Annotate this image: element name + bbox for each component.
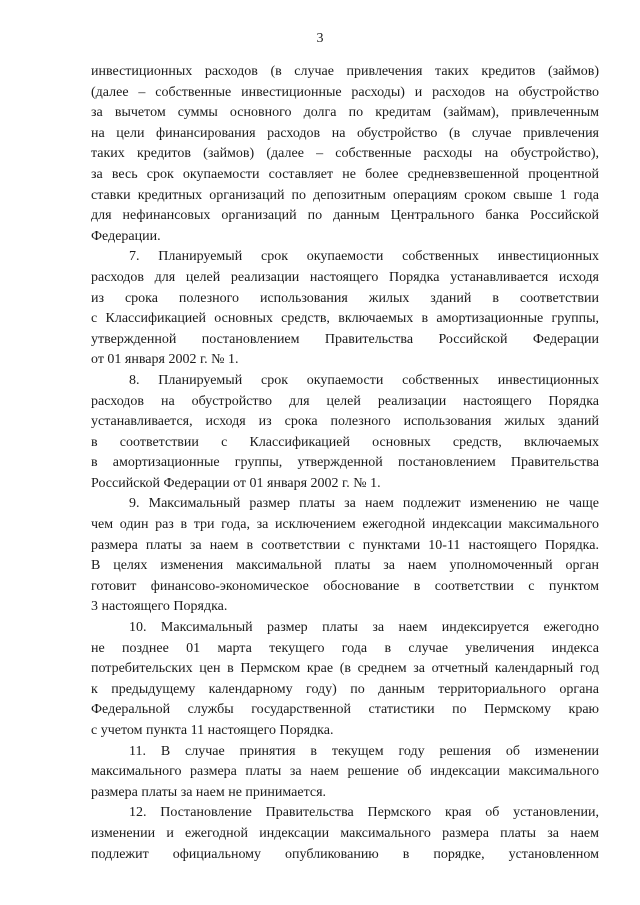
text-line: 7. Планируемый срок окупаемости собственных инвестиционных bbox=[129, 249, 599, 265]
text-line: В целях изменения максимальной платы за наем уполномоченный орган bbox=[91, 558, 599, 574]
text-line: из срока полезного использования жилых зданий в соответствии bbox=[91, 290, 599, 306]
text-line: Российской Федерации от 01 января 2002 г. № 1. bbox=[91, 475, 381, 491]
text-line: изменении и ежегодной индексации максимального размера платы за наем bbox=[91, 825, 599, 841]
text-line: 8. Планируемый срок окупаемости собственных инвестиционных bbox=[129, 372, 599, 388]
paragraph-7 bbox=[91, 247, 599, 371]
text-line: с Классификацией основных средств, включаемых в амортизационные группы, bbox=[91, 311, 599, 327]
text-line: (далее – собственные инвестиционные расходы) и расходов на обустройство bbox=[91, 84, 599, 100]
text-line: подлежит официальному опубликованию в порядке, установленном bbox=[91, 846, 599, 862]
text-line: в соответствии с Классификацией основных средств, включаемых bbox=[91, 434, 599, 450]
text-line: размера платы за наем не принимается. bbox=[91, 784, 327, 800]
paragraph-11 bbox=[91, 742, 599, 804]
text-line: чем один раз в три года, за исключением ежегодной индексации максимального bbox=[91, 517, 599, 533]
text-line: 12. Постановление Правительства Пермского края об установлении, bbox=[129, 805, 599, 821]
paragraph-continuation bbox=[91, 62, 599, 247]
text-line: с учетом пункта 11 настоящего Порядка. bbox=[91, 723, 334, 738]
paragraph-10 bbox=[91, 618, 599, 742]
text-line: от 01 января 2002 г. № 1. bbox=[91, 352, 239, 368]
document-body bbox=[91, 62, 599, 865]
text-line: расходов для целей реализации настоящего Порядка устанавливается исходя bbox=[91, 269, 599, 285]
text-line: 9. Максимальный размер платы за наем подлежит изменению не чаще bbox=[129, 496, 599, 512]
text-line: Федеральной службы государственной статистики по Пермскому краю bbox=[91, 702, 599, 718]
text-line: за весь срок окупаемости составляет не более средневзвешенной процентной bbox=[91, 166, 599, 182]
text-line: к предыдущему календарному году) по данным территориального органа bbox=[91, 681, 599, 697]
text-line: расходов на обустройство для целей реализации настоящего Порядка bbox=[91, 393, 599, 409]
page-number: 3 bbox=[316, 31, 324, 46]
text-line: максимального размера платы за наем решение об индексации максимального bbox=[91, 764, 599, 780]
text-line: в амортизационные группы, утвержденной постановлением Правительства bbox=[91, 455, 599, 471]
text-line: утвержденной постановлением Правительства Российской Федерации bbox=[91, 331, 599, 347]
text-line: устанавливается, исходя из срока полезного использования жилых зданий bbox=[91, 414, 599, 430]
text-line: готовит финансово-экономическое обоснование в соответствии с пунктом bbox=[91, 578, 599, 594]
text-line: на цели финансирования расходов на обустройство (в случае привлечения bbox=[91, 125, 599, 141]
text-line: Федерации. bbox=[91, 228, 161, 244]
text-line: для нефинансовых организаций по данным Центрального банка Российской bbox=[91, 208, 599, 224]
text-line: за вычетом суммы основного долга по кредитам (займам), привлеченным bbox=[91, 105, 599, 121]
text-line: потребительских цен в Пермском крае (в среднем за отчетный календарный год bbox=[91, 661, 599, 677]
text-line: таких кредитов (займов) (далее – собственные расходы на обустройство), bbox=[91, 146, 599, 162]
text-line: 10. Максимальный размер платы за наем индексируется ежегодно bbox=[129, 620, 599, 636]
text-line: инвестиционных расходов (в случае привлечения таких кредитов (займов) bbox=[91, 64, 599, 79]
text-line: не позднее 01 марта текущего года в случае увеличения индекса bbox=[91, 640, 599, 656]
paragraph-8 bbox=[91, 371, 599, 495]
paragraph-9 bbox=[91, 494, 599, 618]
text-line: 3 настоящего Порядка. bbox=[91, 599, 228, 615]
text-line: 11. В случае принятия в текущем году решения об изменении bbox=[129, 743, 599, 759]
paragraph-12 bbox=[91, 803, 599, 865]
text-line: размера платы за наем в соответствии с пунктами 10-11 настоящего Порядка. bbox=[91, 537, 599, 553]
text-line: ставки кредитных организаций по депозитным операциям сроком свыше 1 года bbox=[91, 187, 599, 203]
